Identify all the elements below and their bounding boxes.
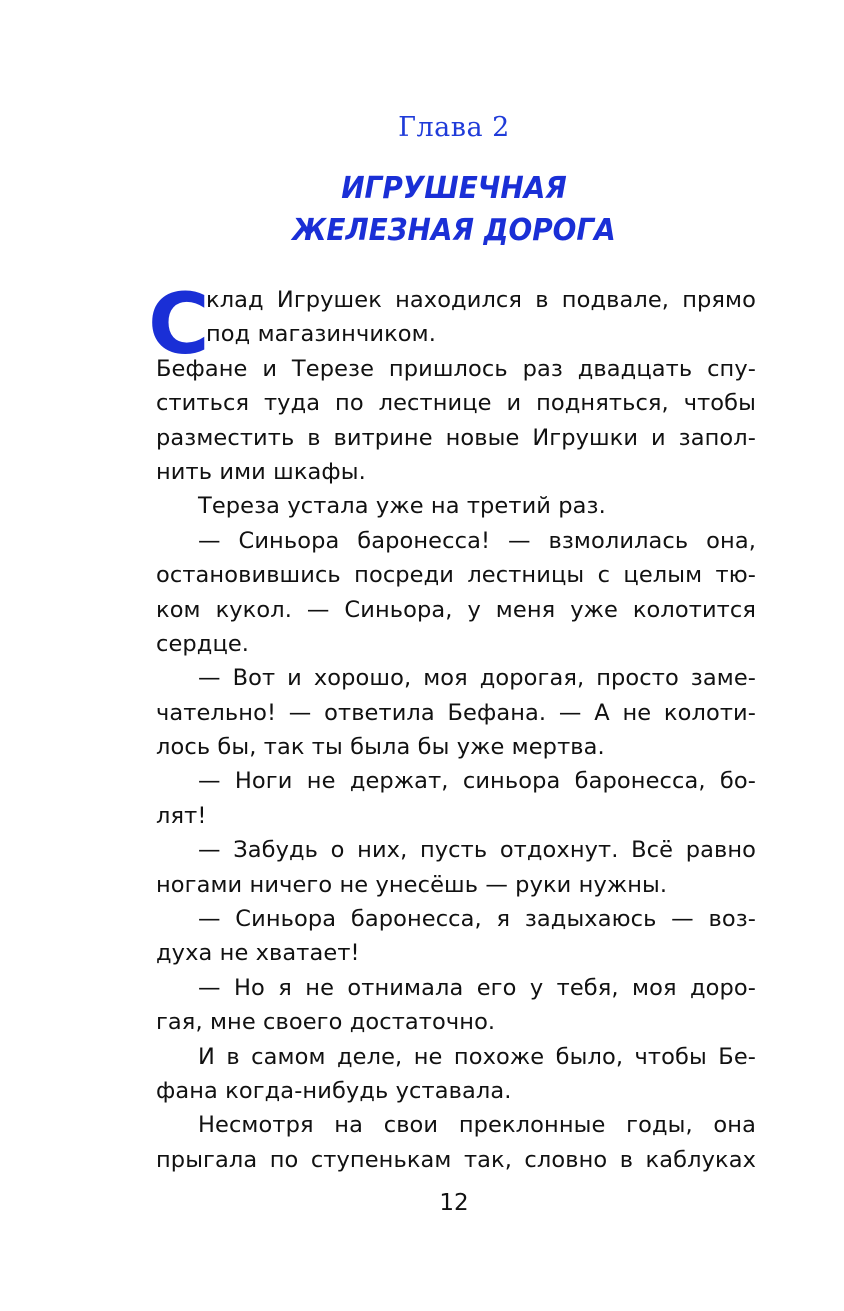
- text-line: духа не хватает!: [156, 940, 360, 967]
- text-line: — Синьора баронесса! — взмолилась она,: [198, 527, 756, 554]
- text-line: остановившись посреди лестницы с целым тю-: [156, 562, 756, 589]
- text-line: Несмотря на свои преклонные годы, она: [198, 1112, 756, 1139]
- drop-cap: С: [148, 275, 210, 373]
- text-line: — Но я не отнимала его у тебя, моя доро-: [198, 974, 756, 1001]
- text-line: Бефане и Терезе пришлось раз двадцать спу-: [156, 355, 756, 382]
- text-line: клад Игрушек находился в подвале, прямо: [206, 287, 756, 313]
- text-line: фана когда-нибудь уставала.: [156, 1077, 512, 1104]
- text-line: прыгала по ступенькам так, словно в каблуках: [156, 1146, 756, 1173]
- text-line: лось бы, так ты была бы уже мертва.: [156, 734, 605, 761]
- chapter-title-line-1: ИГРУШЕЧНАЯ: [341, 171, 567, 206]
- text-line: сердце.: [156, 630, 250, 657]
- text-line: И в самом деле, не похоже было, чтобы Бе-: [198, 1043, 756, 1070]
- text-line: ститься туда по лестнице и подняться, чтобы: [156, 390, 756, 417]
- text-line: — Вот и хорошо, моя дорогая, просто заме-: [198, 665, 756, 692]
- text-line: нить ими шкафы.: [156, 458, 366, 485]
- chapter-label: Глава 2: [398, 112, 510, 143]
- text-line: — Синьора баронесса, я задыхаюсь — воз-: [198, 906, 756, 933]
- text-line: разместить в витрине новые Игрушки и запол-: [156, 424, 756, 451]
- text-line: гая, мне своего достаточно.: [156, 1009, 496, 1036]
- text-line: — Забудь о них, пусть отдохнут. Всё равно: [198, 837, 756, 864]
- chapter-title-line-2: ЖЕЛЕЗНАЯ ДОРОГА: [292, 213, 616, 248]
- body-text: [156, 283, 756, 1177]
- text-line: ногами ничего не унесёшь — руки нужны.: [156, 871, 668, 898]
- text-line: — Ноги не держат, синьора баронесса, бо-: [198, 768, 756, 795]
- text-line: ком кукол. — Синьора, у меня уже колотится: [156, 596, 756, 623]
- page-number: 12: [439, 1190, 469, 1216]
- chapter-title: [32, 168, 844, 252]
- text-line: Тереза устала уже на третий раз.: [198, 493, 606, 520]
- text-line: чательно! — ответила Бефана. — А не колоти-: [156, 699, 756, 726]
- text-line: лят!: [156, 802, 207, 829]
- text-line: под магазинчиком.: [206, 321, 436, 348]
